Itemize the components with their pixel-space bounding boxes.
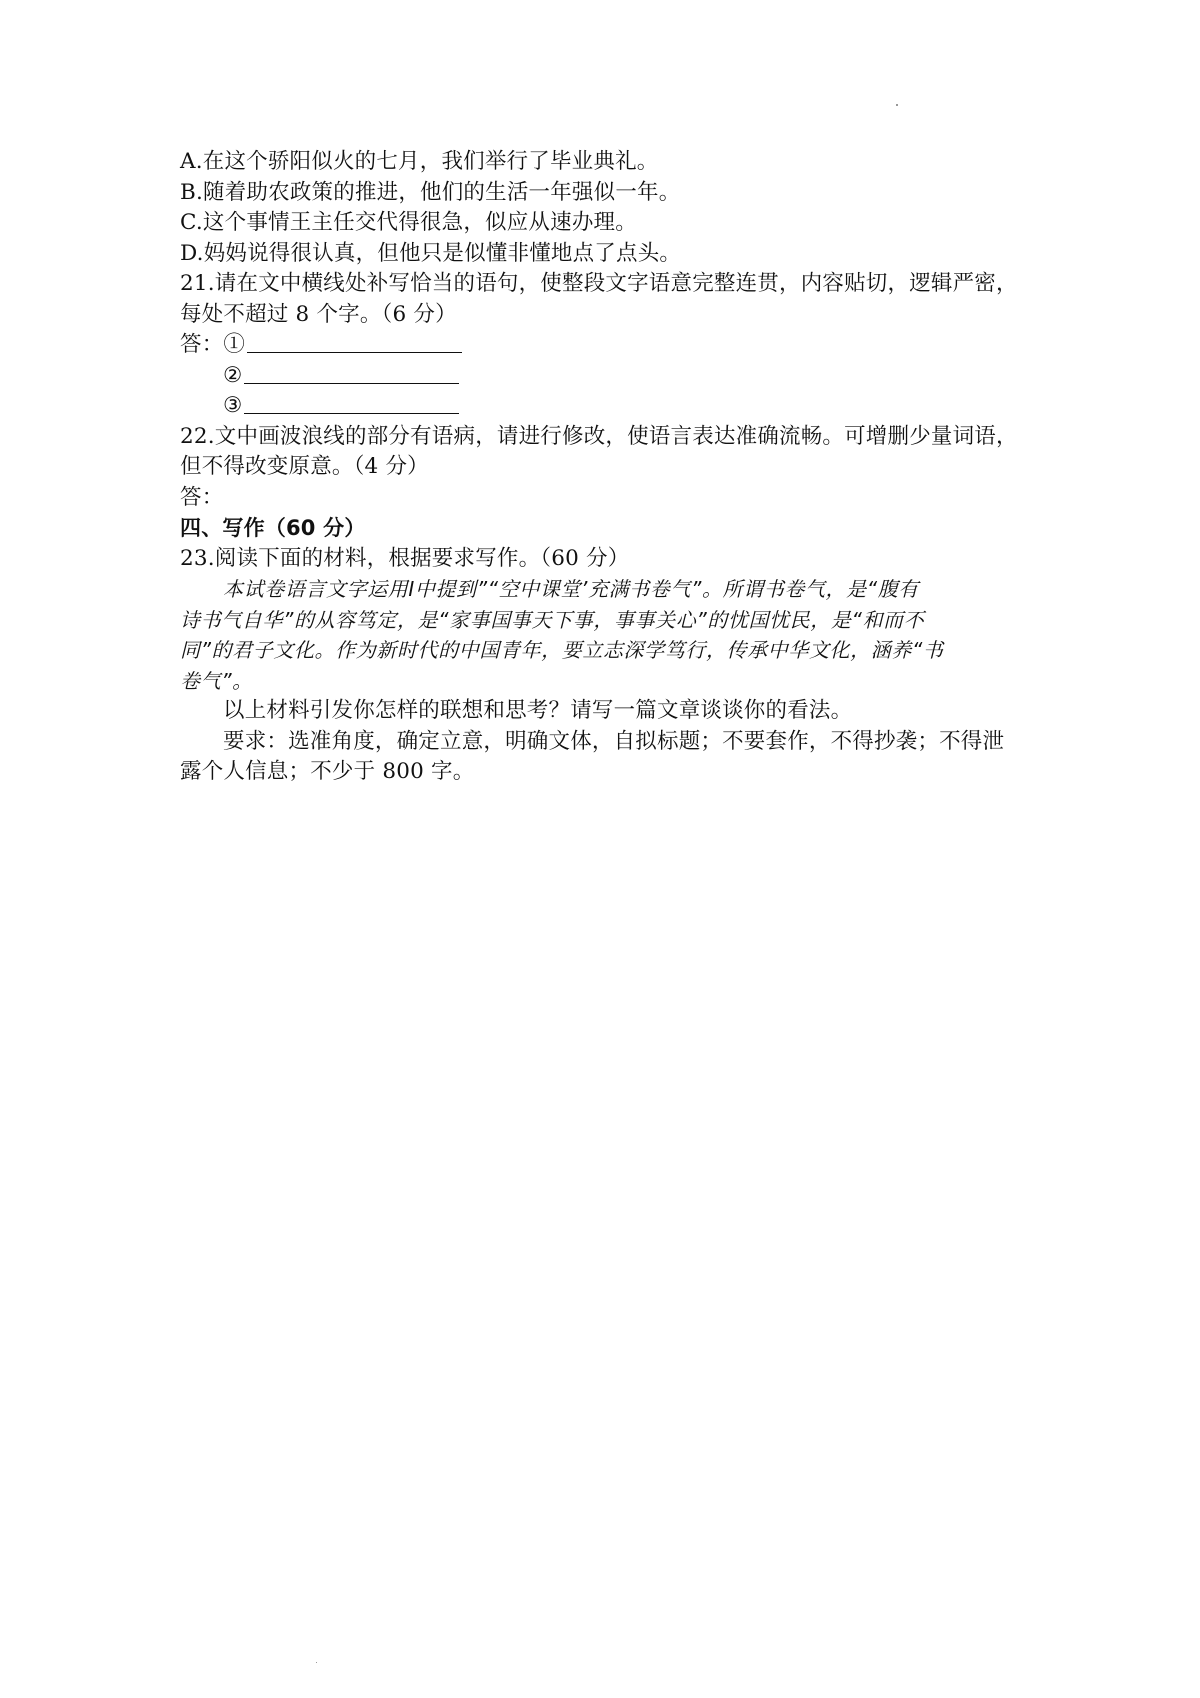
option-a: A.在这个骄阳似火的七月，我们举行了毕业典礼。 [180,149,659,174]
question-22-line-2: 但不得改变原意。（4 分） [180,454,429,479]
material-line-1: 本试卷语言文字运用Ⅰ中提到”“空中课堂’充满书卷气”。所谓书卷气，是“腹有 [223,577,919,601]
question-23-question: 以上材料引发你怎样的联想和思考？请写一篇文章谈谈你的看法。 [223,698,853,723]
question-21-line-1: 21.请在文中横线处补写恰当的语句，使整段文字语意完整连贯，内容贴切，逻辑严密， [180,271,1018,296]
section-4-heading: 四、写作（60 分） [180,516,366,540]
question-21-answer-row-3 [180,391,1030,422]
material-line-4: 卷气”。 [180,668,253,693]
requirement-line-1: 要求：选准角度，确定立意，明确文体，自拟标题；不要套作，不得抄袭；不得泄 [223,728,1005,754]
blank-marker-3: ③ [223,393,243,418]
requirement-line-2: 露个人信息；不少于 800 字。 [180,759,475,784]
question-21-answer-row-2 [180,361,1030,392]
question-21-line-2: 每处不超过 8 个字。（6 分） [180,301,457,327]
question-22-answer-label: 答： [180,484,224,510]
question-21-answer-row-1 [180,330,1030,361]
exam-content [180,147,1030,788]
question-22-line-1: 22.文中画波浪线的部分有语病，请进行修改，使语言表达准确流畅。可增删少量词语， [180,423,1018,449]
question-23-prompt: 23.阅读下面的材料，根据要求写作。（60 分） [180,545,630,571]
option-c: C.这个事情王主任交代得很急，似应从速办理。 [180,210,637,235]
answer-blank-1[interactable] [247,332,462,353]
option-d: D.妈妈说得很认真，但他只是似懂非懂地点了点头。 [180,240,682,266]
blank-marker-2: ② [223,362,243,388]
scan-speck [316,1662,317,1663]
material-line-3: 同”的君子文化。作为新时代的中国青年，要立志深学笃行，传承中华文化，涵养“书 [180,638,944,662]
scan-speck [896,104,898,106]
answer-blank-3[interactable] [244,393,459,414]
answer-label: 答： [180,332,224,357]
answer-blank-2[interactable] [244,363,459,384]
option-b: B.随着助农政策的推进，他们的生活一年强似一年。 [180,179,681,205]
material-line-2: 诗书气自华”的从容笃定，是“家事国事天下事，事事关心”的忧国忧民，是“和而不 [180,607,925,632]
blank-marker-1: ① [223,332,246,357]
